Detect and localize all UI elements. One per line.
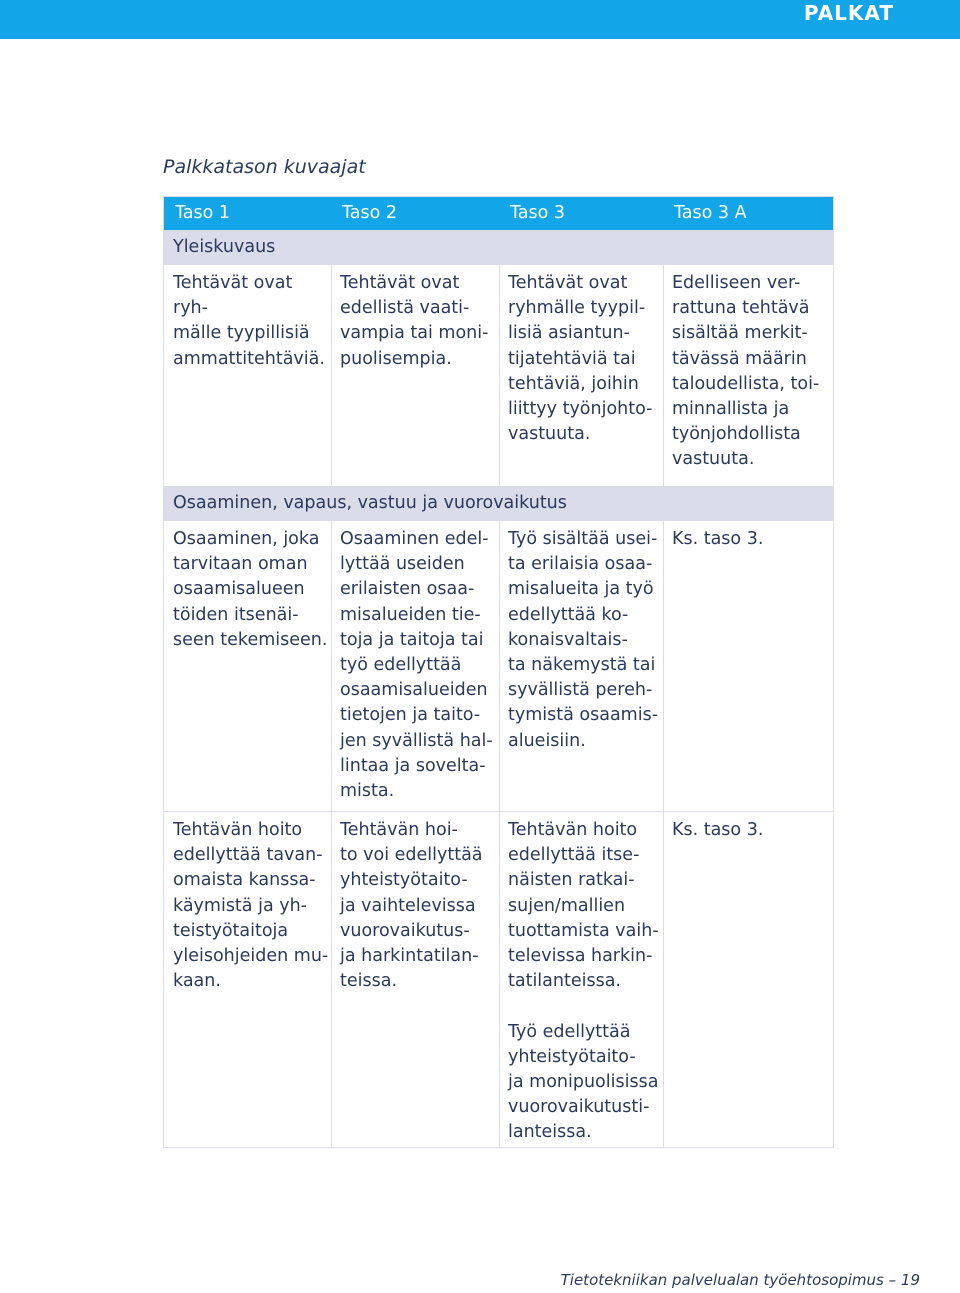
page-heading: Palkkatason kuvaajat [163,156,366,178]
skills-cell-taso-2: Osaaminen edel- lyttää useiden erilaisten osaa- misalueiden tie- toja ja taitoja tai työ edellyttää osaamisalueiden tietojen ja taito- jen syvällistä hal- lintaa ja soveltа- mista. [340,529,493,802]
column-header-taso-3: Taso 3 [510,203,566,223]
general-cell-taso-3: Tehtävät ovat ryhmälle tyypil- lisiä asiantun- tijatehtäviä tai tehtäviä, joihin liittyy työnjohto- vastuuta. [508,273,653,445]
column-header-taso-2: Taso 2 [342,203,398,223]
column-header-taso-3a: Taso 3 A [674,203,747,223]
section-band-general: Yleiskuvaus [164,230,833,265]
general-cell-taso-2: Tehtävät ovat edellistä vaati- vampia tai moni- puolisempia. [340,273,489,369]
interaction-cell-taso-2: Tehtävän hoi- to voi edellyttää yhteistyötaito- ja vaihtelevissa vuorovaikutus- ja harkintatilan- teissa. [340,820,483,992]
section-label: PALKAT [803,1,894,25]
interaction-cell-taso-3a: Ks. taso 3. [672,820,764,840]
interaction-cell-taso-1: Tehtävän hoito edellyttää tavan- omaista kanssa- käymistä ja yh- teistyötaitoja yleisohjeiden mu- kaan. [173,820,329,992]
skills-cell-taso-1: Osaaminen, joka tarvitaan oman osaamisalueen töiden itsenäi- seen tekemiseen. [173,529,328,650]
row-divider [164,811,833,812]
page-footer: Tietotekniikan palvelualan työehtosopimus – 19 [560,1271,920,1289]
skills-cell-taso-3a: Ks. taso 3. [672,529,764,549]
interaction-cell-taso-3: Tehtävän hoito edellyttää itse- näisten ratkai- sujen/mallien tuottamista vaih- televissa harkin- tatilanteissa. Työ edellyttää yhteistyötaito- ja monipuolisissa vuorovaikutusti- lanteissa. [508,820,659,1143]
skills-cell-taso-3: Työ sisältää usei- ta erilaisia osaa- misalueita ja työ edellyttää ko- konaisvaltais- ta näkemystä tai syvällistä pereh- tymistä osaamis- alueisiin. [508,529,659,751]
section-band-skills: Osaaminen, vapaus, vastuu ja vuorovaikutus [164,486,833,521]
general-cell-taso-3a: Edelliseen ver- rattuna tehtävä sisältää merkit- tävässä määrin taloudellista, toi- minnallista ja työnjohdollista vastuuta. [672,273,820,470]
salary-level-table [163,196,834,1148]
top-banner [0,0,960,39]
general-cell-taso-1: Tehtävät ovat ryh- mälle tyypillisiä ammattitehtäviä. [173,273,325,369]
column-header-taso-1: Taso 1 [175,203,231,223]
table-header-row [164,197,833,230]
